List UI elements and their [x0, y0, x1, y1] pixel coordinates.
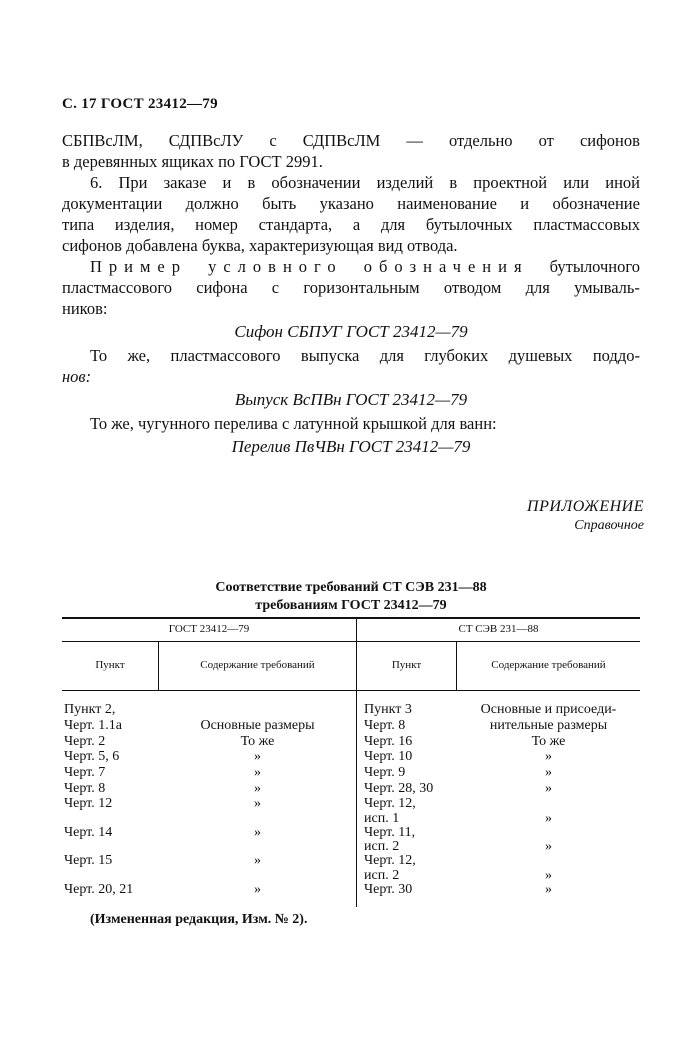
- word: проектной: [473, 173, 548, 192]
- word: пластмассовых: [533, 215, 640, 234]
- para3-line1: [90, 257, 640, 277]
- word: То: [90, 346, 108, 365]
- page-header: С. 17 ГОСТ 23412—79: [62, 96, 218, 112]
- para2-line3: [62, 215, 640, 235]
- table-cell: Черт. 7: [64, 765, 106, 780]
- group-header-sev: СТ СЭВ 231—88: [458, 623, 539, 635]
- col-header-point: Пункт: [95, 659, 125, 671]
- table-cell: нительные размеры: [489, 718, 608, 733]
- word: умываль-: [574, 278, 640, 297]
- table-cell: »: [545, 868, 552, 883]
- table-cell: Черт. 12: [64, 796, 113, 811]
- word: бутылочного: [549, 257, 640, 276]
- word: пластмассового: [170, 346, 281, 365]
- word: глубоких: [424, 346, 489, 365]
- word: для: [380, 215, 406, 234]
- para2-line2: [62, 194, 640, 214]
- para2-line1: [90, 173, 640, 193]
- word: условного: [208, 257, 343, 276]
- table-cell: Пункт 3: [364, 702, 412, 717]
- table-cell: Черт. 20, 21: [64, 882, 134, 897]
- word: должно: [185, 194, 239, 213]
- group-header-gost: ГОСТ 23412—79: [168, 623, 250, 635]
- table-cell: »: [545, 749, 552, 764]
- word: СДПВсЛУ: [168, 131, 244, 150]
- word: отдельно: [448, 131, 513, 150]
- table-cell: Основные размеры: [200, 718, 315, 733]
- col-header-content-sev: Содержание требований: [491, 659, 606, 671]
- word: наименование: [397, 194, 497, 213]
- word: обозначении: [271, 173, 361, 192]
- para1-line2: в деревянных ящиках по ГОСТ 2991.: [62, 152, 323, 171]
- table-cell: »: [254, 749, 261, 764]
- word: сифонов: [579, 131, 640, 150]
- table-cell: Черт. 14: [64, 825, 113, 840]
- table-cell: Черт. 5, 6: [64, 749, 120, 764]
- table-cell: То же: [240, 734, 275, 749]
- word: номер: [195, 215, 238, 234]
- table-cell: »: [545, 882, 552, 897]
- appendix-subtitle: Справочное: [574, 518, 644, 533]
- word: душевых: [508, 346, 573, 365]
- table-cell: исп. 1: [364, 811, 400, 826]
- table-cell: Черт. 15: [64, 853, 113, 868]
- word: в: [247, 173, 256, 192]
- table-cell: »: [254, 781, 261, 796]
- para3-line3: ников:: [62, 299, 108, 318]
- word: отводом: [443, 278, 502, 297]
- word: СБПВсЛМ,: [62, 131, 143, 150]
- word: а: [352, 215, 361, 234]
- table-cell: Черт. 30: [364, 882, 413, 897]
- table-group-rule: [62, 641, 640, 642]
- word: типа: [62, 215, 95, 234]
- table-cell: Черт. 8: [64, 781, 106, 796]
- word: от: [538, 131, 554, 150]
- table-cell: Черт. 12,: [364, 853, 416, 868]
- word: Пример: [90, 257, 188, 276]
- table-cell: Черт. 2: [64, 734, 106, 749]
- example-outlet: Выпуск ВсПВн ГОСТ 23412—79: [234, 390, 468, 409]
- word: для: [525, 278, 550, 297]
- word: иной: [605, 173, 640, 192]
- para1-line1: [62, 131, 640, 151]
- word: горизонтальным: [303, 278, 420, 297]
- para4-line1: [90, 346, 640, 366]
- table-cell: Черт. 8: [364, 718, 406, 733]
- table-title-line2: требованиям ГОСТ 23412—79: [255, 598, 447, 613]
- table-top-rule: [62, 617, 640, 619]
- table-cell: »: [254, 882, 261, 897]
- word: и: [520, 194, 530, 213]
- table-cell: Черт. 10: [364, 749, 413, 764]
- col-header-content: Содержание требований: [200, 659, 315, 671]
- example-siphon: Сифон СБПУГ ГОСТ 23412—79: [234, 322, 468, 341]
- word: изделия,: [114, 215, 175, 234]
- table-cell: »: [545, 839, 552, 854]
- word: пластмассового: [62, 278, 173, 297]
- word: сифона: [196, 278, 248, 297]
- table-cell: Основные и присоеди-: [480, 702, 617, 717]
- table-cell: Черт. 9: [364, 765, 406, 780]
- table-cell: »: [545, 811, 552, 826]
- word: обозначения: [363, 257, 529, 276]
- word: При: [118, 173, 148, 192]
- word: указано: [319, 194, 374, 213]
- word: заказе: [163, 173, 207, 192]
- table-cell: »: [254, 825, 261, 840]
- word: документации: [62, 194, 163, 213]
- word: —: [406, 131, 423, 150]
- table-header-rule: [62, 690, 640, 691]
- table-cell: »: [254, 765, 261, 780]
- table-cell: Черт. 28, 30: [364, 781, 434, 796]
- word: для: [379, 346, 404, 365]
- table-cell: »: [254, 853, 261, 868]
- word: изделий: [376, 173, 434, 192]
- table-cell: Черт. 16: [364, 734, 413, 749]
- table-cell: исп. 2: [364, 839, 400, 854]
- word: быть: [262, 194, 297, 213]
- word: СДПВсЛМ: [302, 131, 381, 150]
- word: в: [449, 173, 458, 192]
- appendix-title: ПРИЛОЖЕНИЕ: [527, 498, 644, 515]
- amendment-note: (Измененная редакция, Изм. № 2).: [90, 912, 308, 927]
- table-cell: То же: [531, 734, 566, 749]
- table-cell: Черт. 12,: [364, 796, 416, 811]
- para2-line4: сифонов добавлена буква, характеризующая вид отвода.: [62, 236, 458, 255]
- table-cell: Черт. 1.1а: [64, 718, 122, 733]
- word: поддо-: [592, 346, 640, 365]
- table-cell: »: [254, 796, 261, 811]
- table-cell: Пункт 2,: [64, 702, 116, 717]
- table-title-line1: Соответствие требований СТ СЭВ 231—88: [215, 580, 487, 595]
- col-header-point-sev: Пункт: [391, 659, 422, 671]
- para3-line2: [62, 278, 640, 298]
- table-cell: »: [545, 781, 552, 796]
- word: же,: [127, 346, 151, 365]
- word: 6.: [90, 173, 103, 192]
- word: выпуска: [300, 346, 360, 365]
- table-cell: Черт. 11,: [364, 825, 416, 840]
- table-cell: исп. 2: [364, 868, 400, 883]
- word: и: [222, 173, 232, 192]
- word: стандарта,: [258, 215, 333, 234]
- word: с: [271, 278, 280, 297]
- table-cell: »: [545, 765, 552, 780]
- word: обозначение: [552, 194, 640, 213]
- word: бутылочных: [425, 215, 513, 234]
- word: или: [563, 173, 590, 192]
- para5-line1: То же, чугунного перелива с латунной крышкой для ванн:: [90, 414, 497, 433]
- example-overflow: Перелив ПвЧВн ГОСТ 23412—79: [231, 437, 471, 456]
- word: с: [269, 131, 277, 150]
- para4-line2: нов:: [62, 367, 92, 386]
